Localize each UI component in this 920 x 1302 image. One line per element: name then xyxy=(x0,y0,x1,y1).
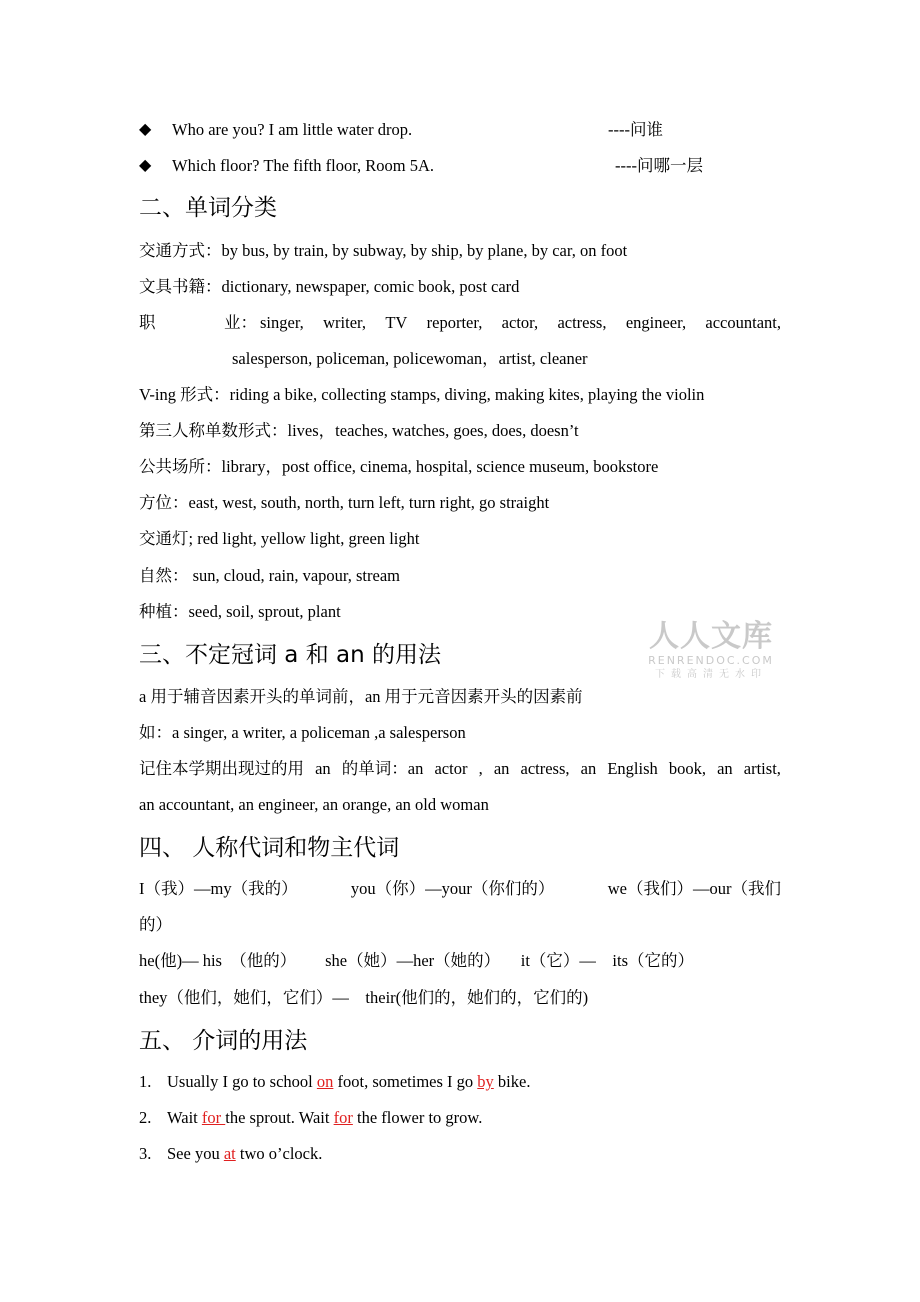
vocab-line: 交通方式：by bus, by train, by subway, by ship, by plane, by car, on foot xyxy=(139,241,628,260)
example-line: 如：a singer, a writer, a policeman ,a salesperson xyxy=(139,723,466,742)
vocab-line: 方位：east, west, south, north, turn left, turn right, go straight xyxy=(139,493,550,512)
watermark-subtitle: 下载高清无水印 xyxy=(655,669,767,680)
text: See you xyxy=(167,1144,224,1163)
preposition-sentence xyxy=(167,1107,482,1129)
word: an xyxy=(315,759,331,778)
rule-line: a 用于辅音因素开头的单词前，an 用于元音因素开头的因素前 xyxy=(139,687,583,706)
watermark-url: RENRENDOC.COM xyxy=(648,654,774,667)
remember-line: an accountant, an engineer, an orange, an old woman xyxy=(139,795,489,814)
pronoun-group: we（我们）—our（我们 xyxy=(607,879,781,898)
job-word: reporter, xyxy=(426,313,483,332)
vocab-line: 自然： sun, cloud, rain, vapour, stream xyxy=(139,566,400,585)
vocab-label: 职 xyxy=(139,313,156,332)
word: an xyxy=(580,759,597,778)
item-number: 2. xyxy=(139,1108,152,1127)
word: an xyxy=(493,759,510,778)
bullet-diamond-icon: ◆ xyxy=(139,157,152,174)
bullet-note: ----问哪一层 xyxy=(615,156,703,175)
section-heading: 二、单词分类 xyxy=(139,195,277,221)
preposition: by xyxy=(477,1072,494,1091)
vocab-line: salesperson, policeman, policewoman，artist, cleaner xyxy=(232,349,588,368)
pronoun-line xyxy=(139,878,781,900)
bullet-text: Who are you? I am little water drop. xyxy=(172,120,413,139)
section-heading: 三、不定冠词 a 和 an 的用法 xyxy=(139,642,442,668)
text: Usually I go to school xyxy=(167,1072,317,1091)
text: foot, sometimes I go xyxy=(333,1072,478,1091)
bullet-text: Which floor? The fifth floor, Room 5A. xyxy=(172,156,435,175)
vocab-line: 第三人称单数形式：lives，teaches, watches, goes, does, doesn’t xyxy=(139,421,579,440)
preposition-sentence xyxy=(167,1071,530,1093)
preposition: at xyxy=(223,1144,236,1163)
preposition: for xyxy=(201,1108,226,1127)
vocab-label: 业： xyxy=(224,313,257,332)
section-heading: 五、 介词的用法 xyxy=(139,1028,308,1054)
word: book, xyxy=(668,759,706,778)
vocab-line: 种植：seed, soil, sprout, plant xyxy=(139,602,341,621)
watermark-title: 人人文库 xyxy=(649,619,773,654)
word: actor xyxy=(434,759,468,778)
job-word: actor, xyxy=(501,313,539,332)
word: 记住本学期出现过的用 xyxy=(139,759,304,778)
job-word: actress, xyxy=(557,313,607,332)
pronoun-line: they（他们，她们，它们）— their(他们的，她们的，它们的) xyxy=(139,988,589,1007)
vocab-line: 交通灯; red light, yellow light, green light xyxy=(139,529,420,548)
vocab-line: 文具书籍：dictionary, newspaper, comic book, post card xyxy=(139,277,520,296)
job-word: TV xyxy=(385,313,408,332)
jobs-line xyxy=(260,312,781,334)
watermark-logo xyxy=(646,620,776,682)
pronoun-group: I（我）—my（我的） xyxy=(139,879,298,898)
item-number: 1. xyxy=(139,1072,152,1091)
word: actress, xyxy=(520,759,570,778)
pronoun-line: 的） xyxy=(139,915,172,934)
job-word: engineer, xyxy=(625,313,687,332)
text: Wait xyxy=(167,1108,202,1127)
text: the flower to grow. xyxy=(352,1108,483,1127)
preposition-sentence xyxy=(167,1143,322,1165)
job-word: singer, xyxy=(260,313,304,332)
preposition: for xyxy=(333,1108,353,1127)
word: an xyxy=(717,759,733,778)
job-word: accountant, xyxy=(705,313,781,332)
item-number: 3. xyxy=(139,1144,152,1163)
vocab-line: 公共场所：library，post office, cinema, hospital, science museum, bookstore xyxy=(139,457,659,476)
text: the sprout. Wait xyxy=(225,1108,334,1127)
bullet-note: ----问谁 xyxy=(608,120,663,139)
vocab-line: V-ing 形式：riding a bike, collecting stamps, diving, making kites, playing the violin xyxy=(139,385,705,404)
word: , xyxy=(478,759,483,778)
preposition: on xyxy=(316,1072,334,1091)
text: bike. xyxy=(493,1072,531,1091)
pronoun-line: he(他)— his （他的） she（她）—her（她的） it（它）— its（它的） xyxy=(139,951,695,970)
word: English xyxy=(607,759,658,778)
text: two o’clock. xyxy=(235,1144,323,1163)
remember-line xyxy=(139,758,781,780)
word: artist, xyxy=(743,759,781,778)
bullet-diamond-icon: ◆ xyxy=(139,121,152,138)
pronoun-group: you（你）—your（你们的） xyxy=(350,879,555,898)
section-heading: 四、 人称代词和物主代词 xyxy=(139,835,400,861)
job-word: writer, xyxy=(323,313,366,332)
word: 的单词：an xyxy=(341,759,424,778)
